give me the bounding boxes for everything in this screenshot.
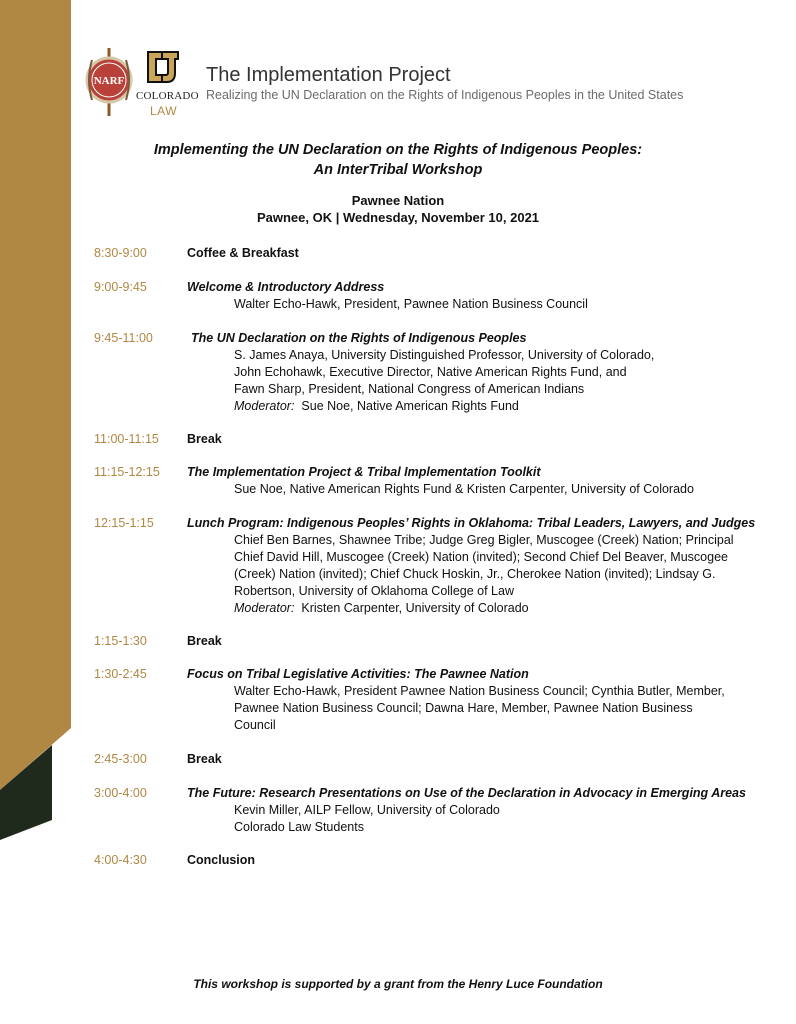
agenda-details <box>234 802 754 836</box>
moderator-line <box>234 600 754 617</box>
narf-logo-text: NARF <box>93 75 125 87</box>
agenda-time: 11:15-12:15 <box>94 465 160 479</box>
agenda-detail-line: Fawn Sharp, President, National Congress of American Indians <box>234 382 585 396</box>
agenda-title: Break <box>187 752 222 766</box>
header <box>84 40 784 120</box>
agenda-detail-line: Kevin Miller, AILP Fellow, University of Colorado <box>234 803 500 817</box>
agenda-title: The UN Declaration on the Rights of Indigenous Peoples <box>191 331 527 345</box>
agenda-time: 11:00-11:15 <box>94 432 159 446</box>
agenda-detail-line: John Echohawk, Executive Director, Native American Rights Fund, and <box>234 365 627 379</box>
agenda-title: Welcome & Introductory Address <box>187 280 385 294</box>
agenda-time: 9:45-11:00 <box>94 331 153 345</box>
agenda-details <box>234 296 754 313</box>
agenda-detail-line: S. James Anaya, University Distinguished Professor, University of Colorado, <box>234 348 655 362</box>
agenda-time: 12:15-1:15 <box>94 516 154 530</box>
moderator-name: Sue Noe, Native American Rights Fund <box>301 399 519 413</box>
agenda-title: Break <box>187 432 222 446</box>
document-title <box>0 140 796 180</box>
agenda-detail-line: Walter Echo-Hawk, President, Pawnee Nation Business Council <box>234 297 588 311</box>
cu-emblem-icon <box>146 48 180 86</box>
footer-note: This workshop is supported by a grant from the Henry Luce Foundation <box>193 977 603 991</box>
agenda-detail-line: Chief Ben Barnes, Shawnee Tribe; Judge Greg Bigler, Muscogee (Creek) Nation; Principal <box>234 533 734 547</box>
project-title: The Implementation Project <box>206 64 451 86</box>
moderator-name: Kristen Carpenter, University of Colorado <box>301 601 529 615</box>
cu-logo-line2: LAW <box>150 104 178 118</box>
agenda-title: Conclusion <box>187 853 256 867</box>
agenda-detail-line: Robertson, University of Oklahoma College of Law <box>234 584 514 598</box>
agenda-detail-line: Pawnee Nation Business Council; Dawna Hare, Member, Pawnee Nation Business <box>234 701 693 715</box>
venue-block <box>0 192 796 226</box>
agenda-title: Lunch Program: Indigenous Peoples’ Rights in Oklahoma: Tribal Leaders, Lawyers, and Judges <box>187 516 756 530</box>
venue-date: Pawnee, OK | Wednesday, November 10, 2021 <box>256 210 540 225</box>
left-decorative-band <box>0 0 72 850</box>
moderator-label: Moderator: <box>234 399 295 413</box>
agenda-details <box>234 532 754 617</box>
agenda-time: 4:00-4:30 <box>94 853 147 867</box>
agenda-time: 3:00-4:00 <box>94 786 147 800</box>
project-subtitle: Realizing the UN Declaration on the Rights of Indigenous Peoples in the United States <box>206 88 684 102</box>
narf-logo <box>84 46 134 118</box>
agenda-detail-line: (Creek) Nation (invited); Chief Chuck Hoskin, Jr., Cherokee Nation (invited); Lindsay G. <box>234 567 716 581</box>
agenda-detail-line: Colorado Law Students <box>234 820 364 834</box>
agenda-title: Coffee & Breakfast <box>187 246 299 260</box>
agenda-time: 1:15-1:30 <box>94 634 147 648</box>
agenda-details <box>234 481 754 498</box>
agenda-title: The Implementation Project & Tribal Implementation Toolkit <box>187 465 541 479</box>
agenda-time: 9:00-9:45 <box>94 280 147 294</box>
document-title-line2: An InterTribal Workshop <box>313 162 483 178</box>
agenda-detail-line: Walter Echo-Hawk, President Pawnee Nation Business Council; Cynthia Butler, Member, <box>234 684 725 698</box>
agenda-time: 1:30-2:45 <box>94 667 147 681</box>
colorado-law-logo <box>136 48 199 120</box>
cu-logo-line1: COLORADO <box>136 90 199 102</box>
agenda-detail-line: Council <box>234 718 276 732</box>
agenda-time: 2:45-3:00 <box>94 752 147 766</box>
agenda-details <box>234 347 754 415</box>
document-title-line1: Implementing the UN Declaration on the Rights of Indigenous Peoples: <box>153 142 643 158</box>
agenda-details <box>234 683 754 734</box>
agenda-title: The Future: Research Presentations on Use of the Declaration in Advocacy in Emerging Areas <box>187 786 746 800</box>
agenda-title: Break <box>187 634 222 648</box>
agenda-detail-line: Sue Noe, Native American Rights Fund & Kristen Carpenter, University of Colorado <box>234 482 694 496</box>
moderator-label: Moderator: <box>234 601 295 615</box>
moderator-line <box>234 398 754 415</box>
venue-name: Pawnee Nation <box>351 193 445 208</box>
agenda-detail-line: Chief David Hill, Muscogee (Creek) Nation (invited); Second Chief Del Beaver, Muscogee <box>234 550 728 564</box>
agenda-time: 8:30-9:00 <box>94 246 147 260</box>
agenda-title: Focus on Tribal Legislative Activities: The Pawnee Nation <box>187 667 529 681</box>
